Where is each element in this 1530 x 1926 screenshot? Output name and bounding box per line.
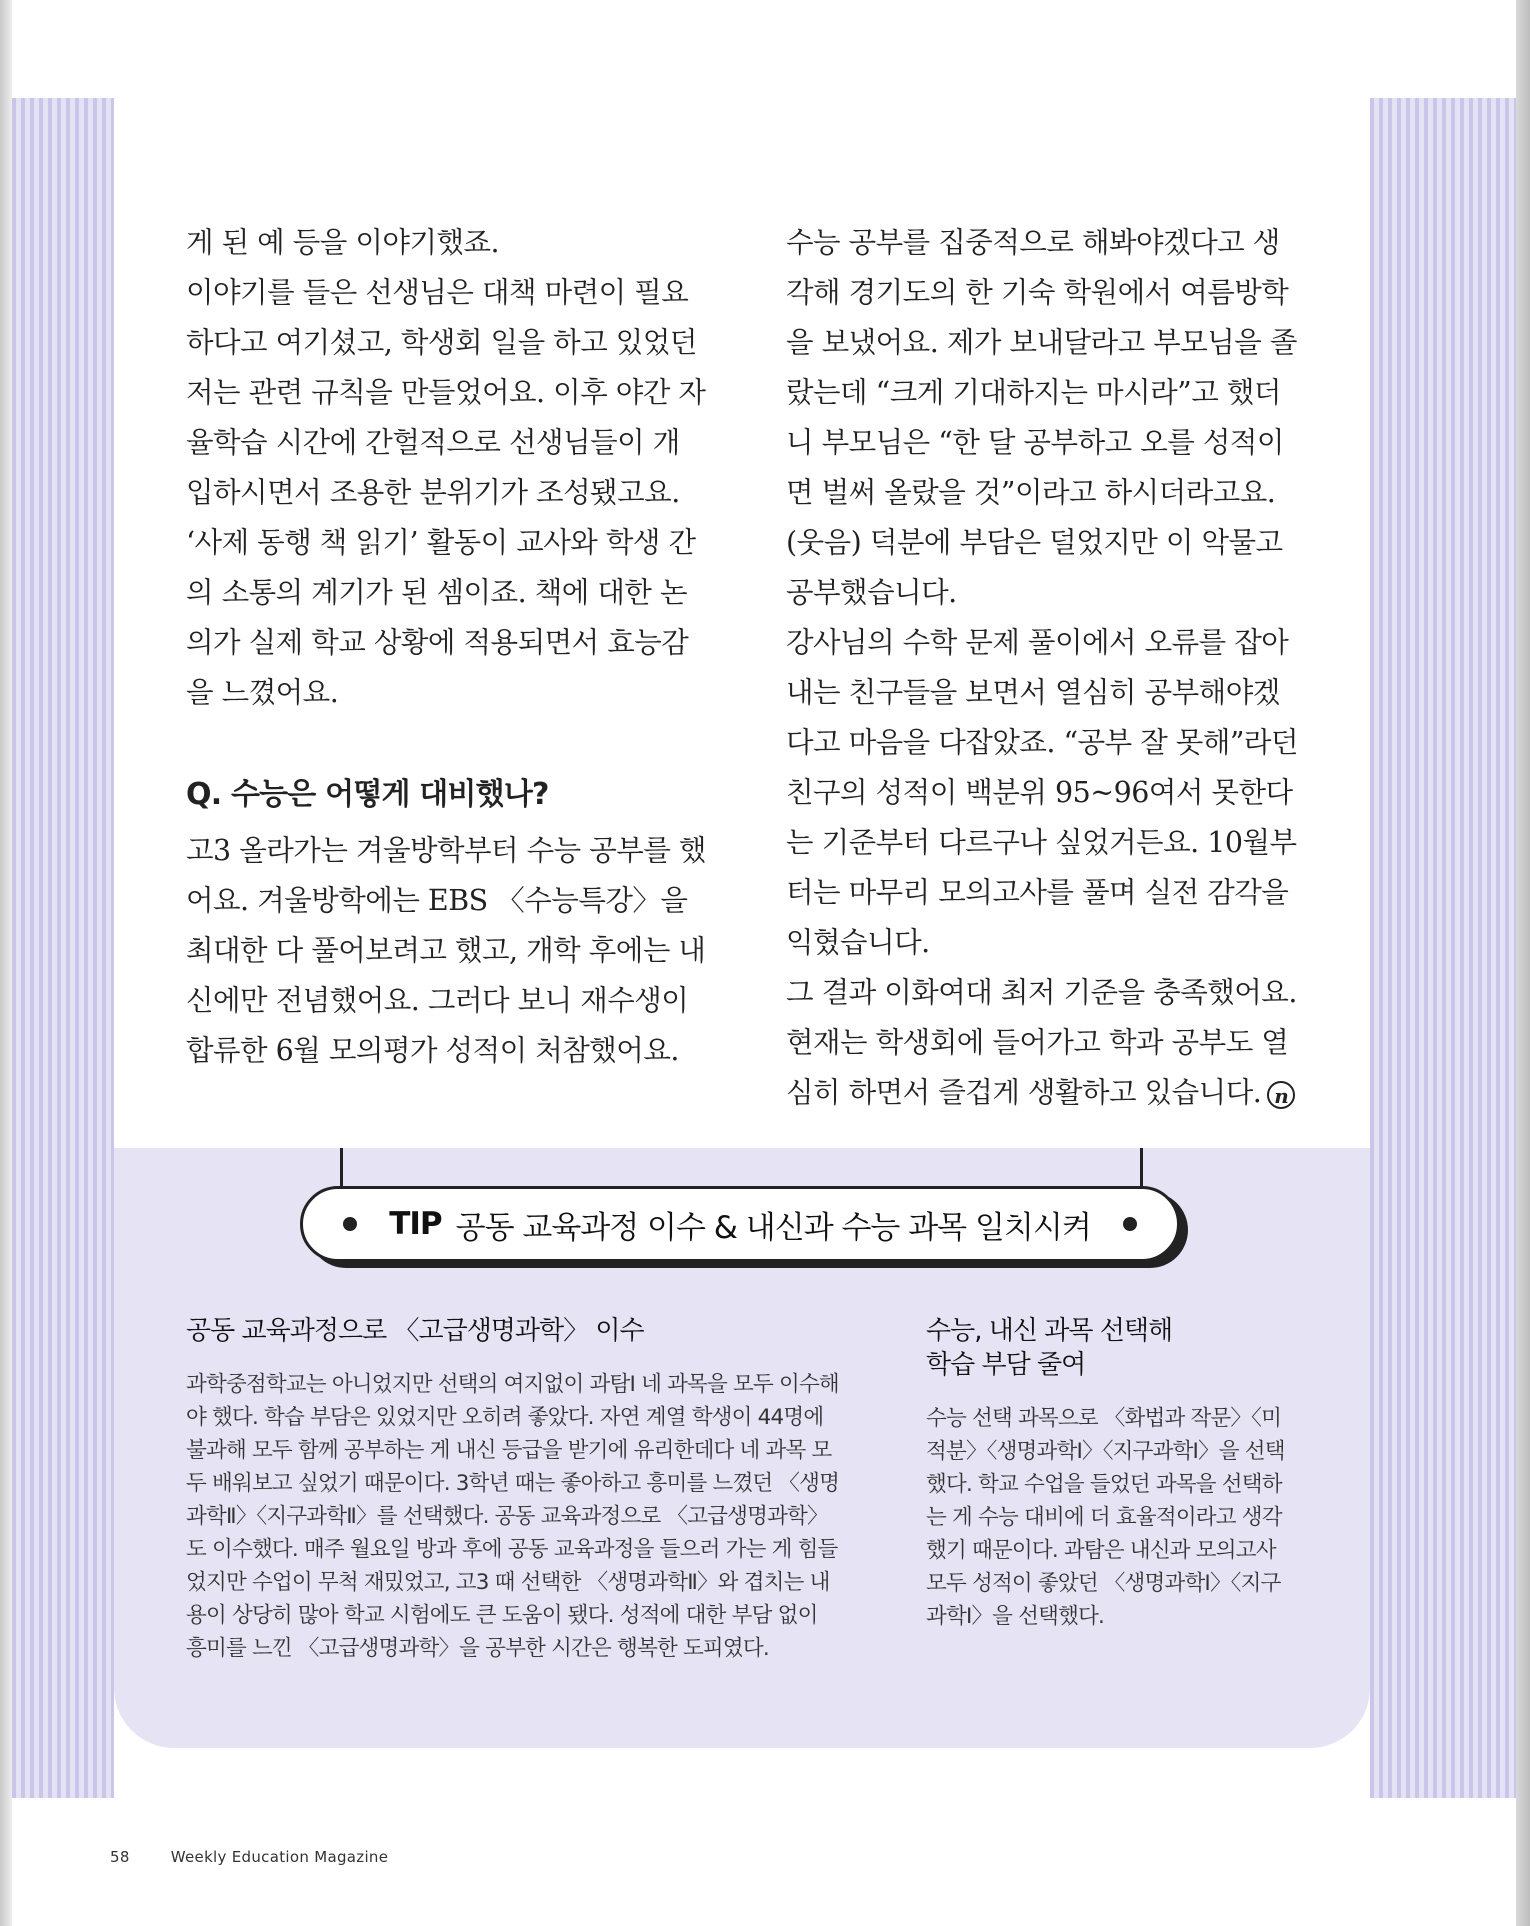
question-heading: Q. 수능은 어떻게 대비했나? — [186, 777, 549, 812]
tip-banner — [300, 1186, 1180, 1262]
article-right-column — [786, 218, 1306, 1118]
paragraph-final — [786, 968, 1306, 1118]
page-footer — [110, 1848, 388, 1866]
paragraph: 강사님의 수학 문제 풀이에서 오류를 잡아내는 친구들을 보면서 열심히 공부해야겠다고 마음을 다잡았죠. “공부 잘 못해”라던 친구의 성적이 백분위 95~96여서 못한다는 기준부터 다르구나 싶었거든요. 10월부터는 마무리 모의고사를 풀며 실전 감각을 익혔습니다. — [786, 626, 1298, 959]
paragraph: 게 된 예 등을 이야기했죠. — [186, 226, 500, 259]
paragraph: 이야기를 들은 선생님은 대책 마련이 필요하다고 여기셨고, 학생회 일을 하고 있었던 저는 관련 규칙을 만들었어요. 이후 야간 자율학습 시간에 간헐적으로 선생님들이 개입하시면서 조용한 분위기가 조성됐고요. ‘사제 동행 책 읽기’ 활동이 교사와 학생 간의 소통의 계기가 된 셈이죠. 책에 대한 논의가 실제 학교 상황에 적용되면서 효능감을 느꼈어요. — [186, 276, 706, 709]
tip-box2-heading-line: 학습 부담 줄여 — [926, 1350, 1086, 1380]
tip-box2-heading — [926, 1314, 1306, 1382]
page-edge-right — [1516, 0, 1530, 1926]
bullet-dot-icon — [343, 1217, 357, 1231]
decorative-stripes-right — [1370, 98, 1516, 1798]
tip-box2-body: 수능 선택 과목으로 〈화법과 작문〉〈미적분〉〈생명과학Ⅰ〉〈지구과학Ⅰ〉을 선택했다. 학교 수업을 들었던 과목을 선택하는 게 수능 대비에 더 효율적이라고 생각했기 때문이다. 과탐은 내신과 모의고사 모두 성적이 좋았던 〈생명과학Ⅰ〉〈지구과학Ⅰ〉을 선택했다. — [926, 1406, 1285, 1629]
page-edge-left — [0, 0, 12, 1926]
paragraph: 고3 올라가는 겨울방학부터 수능 공부를 했어요. 겨울방학에는 EBS 〈수능특강〉을 최대한 다 풀어보려고 했고, 개학 후에는 내신에만 전념했어요. 그러다 보니 재수생이 합류한 6월 모의평가 성적이 처참했어요. — [186, 834, 706, 1067]
tip-box1-heading: 공동 교육과정으로 〈고급생명과학〉 이수 — [186, 1316, 644, 1346]
paragraph-final-text: 그 결과 이화여대 최저 기준을 충족했어요. 현재는 학생회에 들어가고 학과 공부도 열심히 하면서 즐겁게 생활하고 있습니다. — [786, 976, 1297, 1109]
end-mark-icon: n — [1267, 1081, 1295, 1109]
tip-box2-heading-line: 수능, 내신 과목 선택해 — [926, 1316, 1173, 1346]
tip-label: TIP — [389, 1206, 442, 1242]
paragraph: 수능 공부를 집중적으로 해봐야겠다고 생각해 경기도의 한 기숙 학원에서 여름방학을 보냈어요. 제가 보내달라고 부모님을 졸랐는데 “크게 기대하지는 마시라”고 했더니 부모님은 “한 달 공부하고 오를 성적이면 벌써 올랐을 것”이라고 하시더라고요. (웃음) 덕분에 부담은 덜었지만 이 악물고 공부했습니다. — [786, 226, 1297, 609]
magazine-name: Weekly Education Magazine — [170, 1848, 389, 1866]
article-left-column — [186, 218, 706, 1076]
bullet-dot-icon — [1123, 1217, 1137, 1231]
page-number: 58 — [110, 1848, 130, 1866]
decorative-stripes-left — [12, 98, 114, 1798]
tip-title: 공동 교육과정 이수 & 내신과 수능 과목 일치시켜 — [455, 1209, 1091, 1246]
tip-box1-body: 과학중점학교는 아니었지만 선택의 여지없이 과탐Ⅰ 네 과목을 모두 이수해야 했다. 학습 부담은 있었지만 오히려 좋았다. 자연 계열 학생이 44명에 불과해 모두 함께 공부하는 게 내신 등급을 받기에 유리한데다 네 과목 모두 배워보고 싶었기 때문이다. 3학년 때는 좋아하고 흥미를 느꼈던 〈생명과학Ⅱ〉〈지구과학Ⅱ〉를 선택했다. 공동 교육과정으로 〈고급생명과학〉도 이수했다. 매주 월요일 방과 후에 공동 교육과정을 들으러 가는 게 힘들었지만 수업이 무척 재밌었고, 고3 때 선택한 〈생명과학Ⅱ〉와 겹치는 내용이 상당히 많아 학교 시험에도 큰 도움이 됐다. 성적에 대한 부담 없이 흥미를 느낀 〈고급생명과학〉을 공부한 시간은 행복한 도피였다. — [186, 1372, 840, 1661]
